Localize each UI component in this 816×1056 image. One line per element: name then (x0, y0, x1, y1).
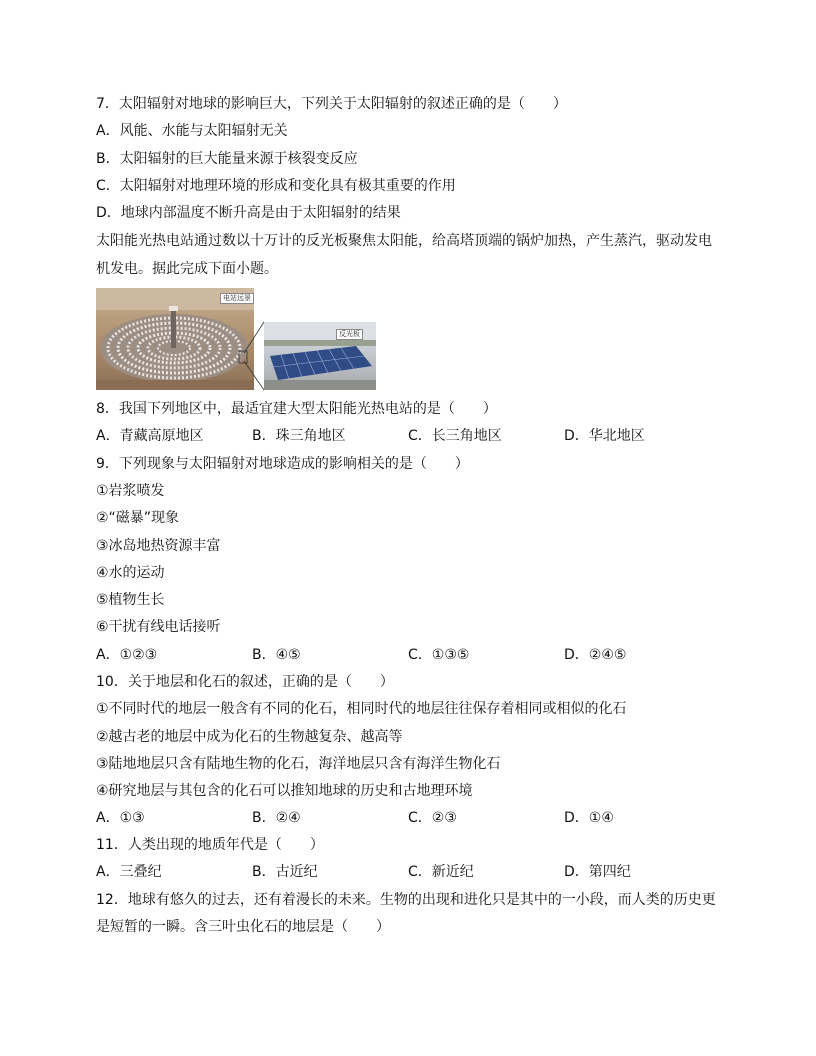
q9-item-6: ⑥干扰有线电话接听 (96, 619, 221, 635)
q9-option-b: B．④⑤ (252, 647, 301, 663)
q9-option-d: D．②④⑤ (564, 647, 627, 663)
passage-line-2: 机发电。据此完成下面小题。 (96, 261, 278, 277)
q11-option-b: B．古近纪 (252, 864, 318, 880)
q11-stem: 11．人类出现的地质年代是（ ） (96, 837, 324, 853)
q8-options (96, 426, 696, 446)
q9-options (96, 645, 696, 665)
q10-item-4: ④研究地层与其包含的化石可以推知地球的历史和古地理环境 (96, 783, 473, 799)
passage-line-1: 太阳能光热电站通过数以十万计的反光板聚焦太阳能，给高塔顶端的锅炉加热，产生蒸汽，驱动发电 (96, 233, 712, 249)
q9-option-a: A．①②③ (96, 647, 158, 663)
q10-option-c: C．②③ (408, 810, 457, 826)
q9-item-4: ④水的运动 (96, 565, 165, 581)
q8-option-d: D．华北地区 (564, 428, 645, 444)
q10-option-b: B．②④ (252, 810, 301, 826)
q8-option-b: B．珠三角地区 (252, 428, 346, 444)
q9-item-3: ③冰岛地热资源丰富 (96, 538, 221, 554)
q10-option-a: A．①③ (96, 810, 145, 826)
q8-option-a: A．青藏高原地区 (96, 428, 204, 444)
station-view-tag: 电站远景 (220, 293, 254, 304)
q9-item-2: ②“磁暴”现象 (96, 510, 180, 526)
q11-option-d: D．第四纪 (564, 864, 631, 880)
q10-options (96, 808, 696, 828)
q7-option-d: D．地球内部温度不断升高是由于太阳辐射的结果 (96, 205, 401, 221)
q10-item-2: ②越古老的地层中成为化石的生物越复杂、越高等 (96, 729, 403, 745)
q9-item-5: ⑤植物生长 (96, 592, 165, 608)
q12-stem-line-2: 是短暂的一瞬。含三叶虫化石的地层是（ ） (96, 919, 390, 935)
solar-plant-figure (96, 285, 380, 391)
q10-item-3: ③陆地地层只含有陆地生物的化石，海洋地层只含有海洋生物化石 (96, 756, 501, 772)
q8-option-c: C．长三角地区 (408, 428, 502, 444)
q10-stem: 10．关于地层和化石的叙述，正确的是（ ） (96, 674, 394, 690)
q9-stem: 9．下列现象与太阳辐射对地球造成的影响相关的是（ ） (96, 456, 469, 472)
reflector-tag: 反光板 (336, 329, 363, 340)
q7-option-c: C．太阳辐射对地理环境的形成和变化具有极其重要的作用 (96, 178, 456, 194)
q11-options (96, 862, 696, 882)
q10-option-d: D．①④ (564, 810, 614, 826)
q7-stem: 7．太阳辐射对地球的影响巨大，下列关于太阳辐射的叙述正确的是（ ） (96, 96, 567, 112)
q11-option-c: C．新近纪 (408, 864, 474, 880)
q10-item-1: ①不同时代的地层一般含有不同的化石，相同时代的地层往往保存着相同或相似的化石 (96, 701, 627, 717)
q11-option-a: A．三叠纪 (96, 864, 162, 880)
q7-option-a: A．风能、水能与太阳辐射无关 (96, 123, 288, 139)
q9-option-c: C．①③⑤ (408, 647, 470, 663)
q12-stem-line-1: 12．地球有悠久的过去，还有着漫长的未来。生物的出现和进化只是其中的一小段，而人类的历史更 (96, 892, 716, 908)
q8-stem: 8．我国下列地区中，最适宜建大型太阳能光热电站的是（ ） (96, 401, 497, 417)
q9-item-1: ①岩浆喷发 (96, 483, 165, 499)
q7-option-b: B．太阳辐射的巨大能量来源于核裂变反应 (96, 151, 358, 167)
